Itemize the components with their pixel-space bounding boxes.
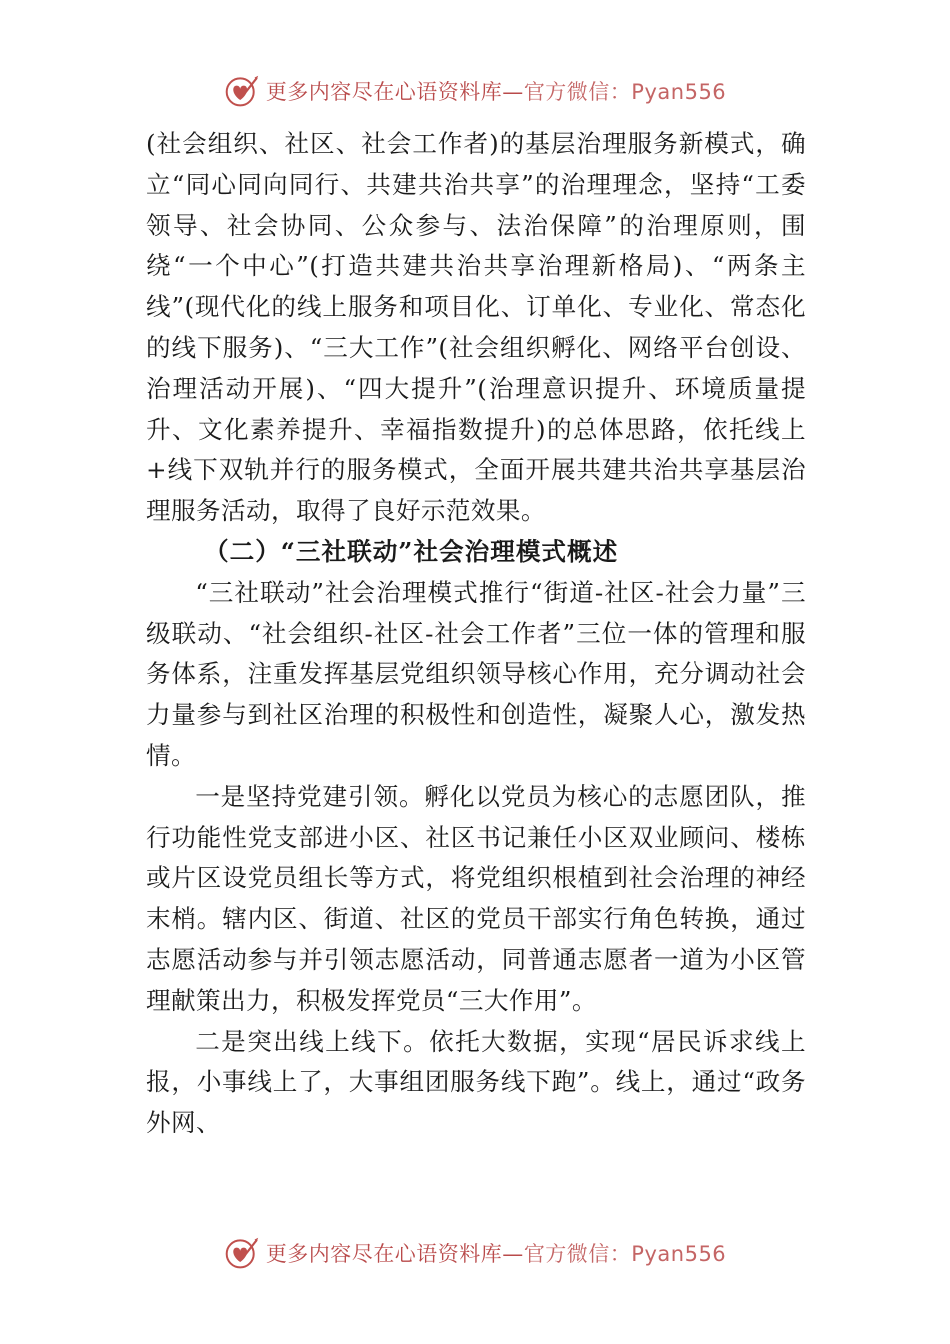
heart-pen-logo-icon — [224, 73, 260, 109]
paragraph-2: “三社联动”社会治理模式推行“街道-社区-社会力量”三级联动、“社会组织-社区-社会工作者”三位一体的管理和服务体系，注重发挥基层党组织领导核心作用，充分调动社会力量参与到社区治理的积极性和创造性，凝聚人心，激发热情。 — [146, 577, 806, 770]
heart-pen-logo-icon — [224, 1235, 260, 1271]
banner-text: 更多内容尽在心语资料库—官方微信：Pyan556 — [265, 1242, 727, 1266]
footer-banner — [0, 1228, 950, 1278]
paragraph-3: 一是坚持党建引领。孵化以党员为核心的志愿团队，推行功能性党支部进小区、社区书记兼任小区双业顾问、楼栋或片区设党员组长等方式，将党组织根植到社会治理的神经末梢。辖内区、街道、社区的党员干部实行角色转换，通过志愿活动参与并引领志愿活动，同普通志愿者一道为小区管理献策出力，积极发挥党员“三大作用”。 — [146, 781, 806, 1015]
document-body — [146, 124, 806, 1144]
paragraph-1: (社会组织、社区、社会工作者)的基层治理服务新模式，确立“同心同向同行、共建共治共享”的治理理念，坚持“工委领导、社会协同、公众参与、法治保障”的治理原则，围绕“一个中心”(打造共建共治共享治理新格局)、“两条主线”(现代化的线上服务和项目化、订单化、专业化、常态化的线下服务)、“三大工作”(社会组织孵化、网络平台创设、治理活动开展)、“四大提升”(治理意识提升、环境质量提升、文化素养提升、幸福指数提升)的总体思路，依托线上+线下双轨并行的服务模式，全面开展共建共治共享基层治理服务活动，取得了良好示范效果。 — [146, 129, 806, 526]
paragraph-4: 二是突出线上线下。依托大数据，实现“居民诉求线上报，小事线上了，大事组团服务线下跑”。线上，通过“政务外网、 — [146, 1026, 806, 1138]
section-heading: （二）“三社联动”社会治理模式概述 — [204, 536, 619, 566]
header-banner — [0, 66, 950, 116]
banner-text: 更多内容尽在心语资料库—官方微信：Pyan556 — [265, 80, 727, 104]
banner-wechat: 官方微信：Pyan556 — [523, 1242, 727, 1266]
banner-wechat: 官方微信：Pyan556 — [523, 80, 727, 104]
